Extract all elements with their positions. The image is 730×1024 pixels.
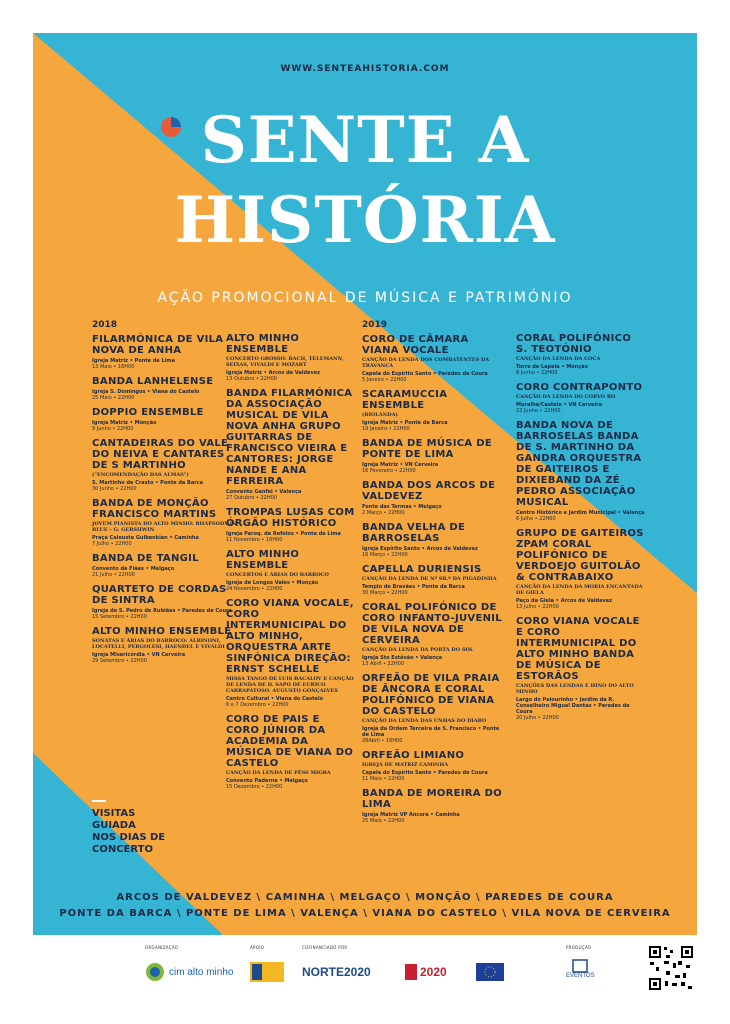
- event-name: ORFEÃO LIMIANO: [362, 750, 465, 761]
- event-date: 16 Fevereiro • 22H00: [362, 468, 416, 474]
- event-item: [362, 480, 507, 516]
- event-place: Igreja de S. Pedro de Rubiães • Paredes de Coura: [92, 608, 232, 614]
- event-item: [92, 584, 242, 620]
- event-name: CORAL POLIFÓNICO S. TEOTÓNIO: [516, 333, 632, 355]
- event-name: CORAL POLIFÓNICO DE CORO INFANTO-JUVENIL DE VILA NOVA DE CERVEIRA: [362, 602, 502, 646]
- event-date: 11 Maio • 22H00: [362, 776, 405, 782]
- cim-logo-icon: [145, 962, 165, 982]
- visitas-line-1: VISITAS: [92, 808, 136, 819]
- event-date: 27 Outubro • 22H00: [226, 495, 277, 501]
- event-name: GRUPO DE GAITEIROS ZPAM CORAL POLIFÓNICO DE VERDOEJO GUITOLÃO & CONTRABAIXO: [516, 528, 644, 583]
- event-name: BANDA LANHELENSE: [92, 376, 214, 387]
- event-note: CANÇÕES DAS LENDAS E HINO DO ALTO MINHO: [516, 683, 634, 695]
- portugal2020-text: 2020: [420, 965, 447, 979]
- event-place: Igreja Misericórdia • VN Cerveira: [92, 652, 186, 658]
- event-note: ("ENCOMENDAÇÃO DAS ALMAS"): [92, 472, 189, 478]
- column-2018-a: [92, 320, 242, 670]
- event-name: BANDA NOVA DE BARROSELAS BANDA DE S. MARTINHO DA GANDRA ORQUESTRA DE GAITEIROS E DIXIEBAND DA ZÉ PEDRO ASSOCIAÇÃO MUSICAL: [516, 420, 642, 508]
- cim-alto-minho-logo: [145, 959, 233, 985]
- event-place: Igreja Sto Estêvão • Valença: [362, 655, 443, 661]
- year-label: 2019: [362, 320, 388, 330]
- event-name: CORO DE PAIS E CORO JÚNIOR DA ACADEMIA DA MÚSICA DE VIANA DO CASTELO: [226, 714, 354, 769]
- event-place: Convento Paderne • Melgaço: [226, 778, 308, 784]
- event-date: 25 Maio • 22H00: [362, 818, 405, 824]
- event-item: [362, 673, 507, 744]
- event-name: ORFEÃO DE VILA PRAIA DE ÂNCORA E CORAL POLIFÓNICO DE VIANA DO CASTELO: [362, 673, 500, 717]
- event-item: [362, 334, 507, 383]
- norte2020-text: NORTE2020: [302, 965, 371, 979]
- visitas-line-3: NOS DIAS DE: [92, 832, 166, 843]
- column-2018-b: [226, 333, 356, 796]
- event-item: [226, 714, 356, 790]
- norte2020-logo: [302, 959, 371, 985]
- event-item: [226, 333, 356, 382]
- column-2019-a: [362, 320, 507, 830]
- event-note: CANÇÃO DA LENDA DA COCA: [516, 356, 601, 362]
- event-place: Igreja Matriz • Ponte de Lima: [92, 358, 176, 364]
- event-place: Convento de Fiães • Melgaço: [92, 566, 175, 572]
- event-date: 6 e 7 Dezembro • 22H00: [226, 702, 289, 708]
- event-item: [226, 507, 356, 543]
- event-item: [362, 788, 507, 824]
- sponsors-footer: [0, 945, 730, 1005]
- event-name: QUARTETO DE CORDAS DE SINTRA: [92, 584, 227, 606]
- event-name: BANDA DE MONÇÃO FRANCISCO MARTINS: [92, 498, 217, 520]
- org-label: ORGANIZAÇÃO: [145, 945, 179, 950]
- event-item: [92, 376, 242, 401]
- event-date: 13 Julho • 22H00: [516, 604, 559, 610]
- event-note: IGREJA DE MATRIZ CAMINHA: [362, 762, 449, 768]
- event-place: Centro Cultural • Viana do Castelo: [226, 696, 324, 702]
- event-place: Torre de Lapela • Monção: [516, 364, 588, 370]
- event-date: 30 Junho • 22H00: [92, 486, 137, 492]
- event-place: Igreja Espírito Santo • Arcos de Valdevez: [362, 546, 478, 552]
- event-item: [362, 522, 507, 558]
- event-name: ALTO MINHO ENSEMBLE: [92, 626, 232, 637]
- eventos-logo: [566, 959, 595, 985]
- event-item: [362, 602, 507, 667]
- title-line-1: SENTE A: [200, 103, 530, 178]
- event-place: S. Martinho de Crasto • Ponte da Barca: [92, 480, 204, 486]
- event-date: 5 Janeiro • 22H00: [362, 377, 407, 383]
- portugal-logo-icon: [405, 964, 417, 980]
- column-2019-b: [516, 333, 646, 727]
- event-date: 24 Novembro • 22H00: [226, 586, 283, 592]
- event-item: [362, 750, 507, 782]
- event-name: FILARMÓNICA DE VILA NOVA DE ANHA: [92, 334, 224, 356]
- event-item: [226, 549, 356, 592]
- event-date: 13 Outubro • 22H00: [226, 376, 277, 382]
- event-item: [362, 564, 507, 596]
- event-date: 7 Julho • 22H00: [92, 541, 132, 547]
- event-item: [92, 626, 242, 664]
- apoio-label: APOIO: [250, 945, 265, 950]
- event-place: Igreja Matriz • VN Cerveira: [362, 462, 439, 468]
- event-item: [516, 333, 646, 376]
- places-line-2: PONTE DA BARCA \ PONTE DE LIMA \ VALENÇA \ VIANA DO CASTELO \ VILA NOVA DE CERVEIRA: [59, 908, 671, 919]
- event-name: TROMPAS LUSAS COM ÓRGÃO HISTÓRICO: [226, 507, 355, 529]
- eventos-text: EVENTOS: [566, 973, 595, 979]
- event-name: CORO CONTRAPONTO: [516, 382, 643, 393]
- event-date: 23 Junho • 22H00: [516, 408, 561, 414]
- event-note: JOVEM PIANISTA DO ALTO MINHO: RHAPSODY IN BLUE – G. GERSHWIN: [92, 521, 237, 533]
- event-date: 16 Março • 22H00: [362, 552, 408, 558]
- eventos-logo-icon: [572, 959, 588, 973]
- event-date: 2 Março • 22H00: [362, 510, 405, 516]
- event-place: Capela do Espírito Santo • Paredes de Coura: [362, 770, 488, 776]
- year-label: 2018: [92, 320, 118, 330]
- event-place: Largo do Pelourinho • Jardim da R. Conselheiro Miguel Dantas • Paredes de Coura: [516, 697, 630, 715]
- event-place: Igreja Matriz • Ponte da Barca: [362, 420, 448, 426]
- event-name: BANDA FILARMÓNICA DA ASSOCIAÇÃO MUSICAL DE VILA NOVA ANHA GRUPO GUITARRAS DE FRANCISCO VIEIRA E CANTORES: JORGE NANDE E ANA FERREIRA: [226, 388, 353, 487]
- places-line-1: ARCOS DE VALDEVEZ \ CAMINHA \ MELGAÇO \ MONÇÃO \ PAREDES DE COURA: [116, 892, 614, 903]
- event-name: CAPELLA DURIENSIS: [362, 564, 482, 575]
- event-place: Centro Histórico e Jardim Municipal • Valença: [516, 510, 645, 516]
- visitas-line-2: GUIADA: [92, 820, 136, 831]
- event-name: BANDA DE TANGIL: [92, 553, 199, 564]
- website-url[interactable]: WWW.SENTEAHISTORIA.COM: [280, 64, 450, 74]
- cofin-label: COFINANCIADO POR: [302, 945, 348, 950]
- event-note: CANÇÃO DA LENDA DE PÊSS MIGRA: [226, 770, 331, 776]
- event-note: CANÇÃO DA LENDA DE Nº SR.ª DA PIGADINHA: [362, 576, 497, 582]
- event-name: CORO VIANA VOCALE E CORO INTERMUNICIPAL DO ALTO MINHO BANDA DE MÚSICA DE ESTORÃOS: [516, 616, 640, 682]
- event-name: ALTO MINHO ENSEMBLE: [226, 549, 300, 571]
- event-name: BANDA DOS ARCOS DE VALDEVEZ: [362, 480, 496, 502]
- title-line-2: HISTÓRIA: [174, 183, 556, 258]
- event-item: [92, 553, 242, 578]
- visitas-line-4: CONCERTO: [92, 844, 153, 855]
- event-place: Muralha/Castelo • VN Cerveira: [516, 402, 603, 408]
- event-place: Capela do Espírito Santo • Paredes de Coura: [362, 371, 488, 377]
- event-date: 29 Setembro • 22H00: [92, 658, 147, 664]
- event-place: Igreja de Longos Vales • Monção: [226, 580, 319, 586]
- event-note: MISSA TANGO DE LUIS BACALOV E CANÇÃO DE LENDA DE D. SAPO DE EURICO CARRAPATOSO. AUGUSTO GONÇALVES: [226, 676, 354, 694]
- cim-logo-text: cim alto minho: [169, 966, 234, 978]
- event-note: CANÇÃO DA LENDA DOS COMBATENTES DA TRAVANCA: [362, 357, 490, 369]
- event-note: SONATAS E ÁRIAS DO BARROCO: ALBINONI, LOCATELLI, PERGOLESI, HAENDEL E VIVALDI: [92, 638, 225, 650]
- event-place: Paço da Giela • Arcos de Valdevez: [516, 598, 613, 604]
- event-date: 28Abril • 16H00: [362, 738, 403, 744]
- event-name: CORO DE CÂMARA VIANA VOCALE: [362, 334, 469, 356]
- event-name: BANDA DE MOREIRA DO LIMA: [362, 788, 502, 810]
- event-date: 25 Maio • 22H00: [92, 395, 135, 401]
- event-date: 6 Julho • 22H00: [516, 516, 556, 522]
- event-item: [226, 598, 356, 708]
- event-name: SCARAMUCCIA ENSEMBLE: [362, 389, 448, 411]
- event-note: CANÇÃO DA LENDA DA MORIA ENCANTADA DE GIELA: [516, 584, 643, 596]
- event-date: 20 Julho • 22H00: [516, 715, 559, 721]
- portugal2020-logo: [405, 959, 447, 985]
- event-date: 21 Julho • 22H00: [92, 572, 135, 578]
- event-place: Igreja da Ordem Terceira de S. Francisco • Ponte de Lima: [362, 726, 500, 738]
- guided-visits-note: [92, 800, 165, 856]
- event-date: 9 Junho • 22H00: [92, 426, 134, 432]
- event-item: [516, 528, 646, 610]
- event-date: 13 Maio • 16H00: [92, 364, 135, 370]
- event-item: [362, 438, 507, 474]
- event-name: BANDA DE MÚSICA DE PONTE DE LIMA: [362, 438, 492, 460]
- event-item: [516, 382, 646, 414]
- event-date: 15 Dezembro • 22H00: [226, 784, 283, 790]
- event-place: Fonte das Termas • Melgaço: [362, 504, 442, 510]
- apoio-logo-icon: [250, 962, 284, 982]
- event-place: Convento Ganfei • Valença: [226, 489, 302, 495]
- event-name: BANDA VELHA DE BARROSELAS: [362, 522, 466, 544]
- event-date: 15 Setembro • 22H00: [92, 614, 147, 620]
- event-note: CANÇÃO DA LENDA DA PORTA DO SOL: [362, 647, 474, 653]
- event-place: Praça Calouste Gulbenkian • Caminha: [92, 535, 199, 541]
- eu-flag-icon: [476, 963, 504, 981]
- event-name: CORO VIANA VOCALE, CORO INTERMUNICIPAL DO ALTO MINHO, ORQUESTRA ARTE SINFÓNICA DIREÇÃO: ERNST SCHELLE: [226, 598, 354, 675]
- event-place: Igreja Matriz • Arcos de Valdevez: [226, 370, 321, 376]
- event-name: DOPPIO ENSEMBLE: [92, 407, 204, 418]
- event-note: (BIOLANDA): [362, 412, 398, 418]
- event-note: CANÇÃO DA LENDA DO CORVO RO: [516, 394, 616, 400]
- prod-label: PRODUÇÃO: [566, 945, 592, 950]
- divider: [92, 800, 106, 802]
- event-place: Igreja Matriz VP Ancora • Caminha: [362, 812, 460, 818]
- event-item: [516, 420, 646, 522]
- subtitle: AÇÃO PROMOCIONAL DE MÚSICA E PATRIMÓNIO: [157, 290, 573, 306]
- event-item: [92, 498, 242, 547]
- event-item: [92, 407, 242, 432]
- event-item: [92, 334, 242, 370]
- event-date: 13 Abril • 22H00: [362, 661, 404, 667]
- qr-code-icon[interactable]: [648, 945, 694, 991]
- event-place: Igreja S. Domingos • Viana do Castelo: [92, 389, 200, 395]
- event-item: [226, 388, 356, 501]
- event-name: CANTADEIRAS DO VALE DO NEIVA E CANTARES DE S MARTINHO: [92, 438, 229, 471]
- event-date: 11 Novembro • 16H00: [226, 537, 283, 543]
- event-place: Igreja Paroq. de Refoios • Ponte de Lima: [226, 531, 341, 537]
- event-note: CANÇÃO DA LENDA DAS UNHAS DO DIABO: [362, 718, 487, 724]
- side-label: [690, 48, 720, 296]
- event-item: [516, 616, 646, 721]
- event-place: Igreja Matriz • Monção: [92, 420, 157, 426]
- event-note: CONCERTOS E ÁRIAS DO BARROCO: [226, 572, 329, 578]
- event-name: ALTO MINHO ENSEMBLE: [226, 333, 300, 355]
- apoio-logo: [250, 959, 284, 985]
- side-label-text: AGENDA COMPLETA: [695, 65, 715, 270]
- event-date: 8 Junho • 22H00: [516, 370, 558, 376]
- event-date: 19 Janeiro • 22H00: [362, 426, 410, 432]
- eu-flag-logo: [476, 959, 504, 985]
- event-item: [362, 389, 507, 432]
- event-note: CONCERTO GROSSO: BACH, TELEMANN, SEIXAS, VIVALDI E MOZART: [226, 356, 344, 368]
- event-date: 30 Março • 22H00: [362, 590, 408, 596]
- event-item: [92, 438, 242, 492]
- event-place: Templo de Bravães • Ponte da Barca: [362, 584, 465, 590]
